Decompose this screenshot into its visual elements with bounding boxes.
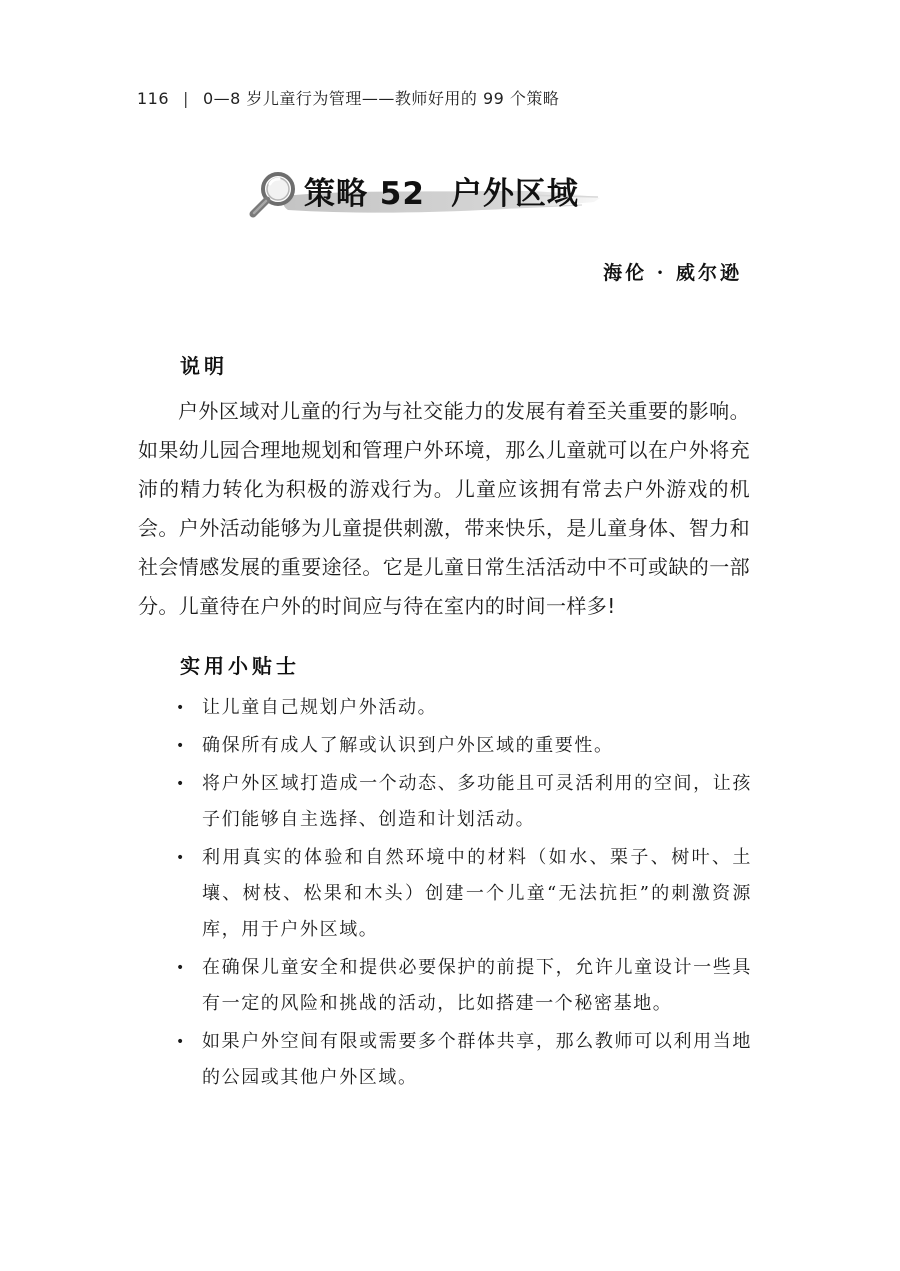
bullet-icon: • [176,776,186,792]
tip-text: 如果户外空间有限或需要多个群体共享，那么教师可以利用当地的公园或其他户外区域。 [202,1031,752,1088]
book-title: 0—8 岁儿童行为管理——教师好用的 99 个策略 [202,89,560,108]
tip-text: 利用真实的体验和自然环境中的材料（如水、栗子、树叶、土壤、树枝、松果和木头）创建一个儿童“无法抗拒”的刺激资源库，用于户外区域。 [202,847,752,940]
list-item [176,1024,752,1096]
list-item [176,766,752,838]
tip-text: 确保所有成人了解或认识到户外区域的重要性。 [202,735,614,756]
list-item [176,690,752,726]
strategy-title-text [304,168,579,213]
bullet-icon: • [176,960,186,976]
tips-list [176,690,752,1098]
bullet-icon: • [176,1034,186,1050]
tip-text: 将户外区域打造成一个动态、多功能且可灵活利用的空间，让孩子们能够自主选择、创造和计划活动。 [202,773,752,830]
strategy-label: 策略 52 [304,176,425,212]
running-header [137,86,559,109]
bullet-icon: • [176,700,186,716]
list-item [176,950,752,1022]
strategy-title [246,164,606,220]
list-item [176,840,752,948]
list-item [176,728,752,764]
magnifier-icon [246,168,300,222]
explanation-paragraph: 户外区域对儿童的行为与社交能力的发展有着至关重要的影响。如果幼儿园合理地规划和管理户外环境，那么儿童就可以在户外将充沛的精力转化为积极的游戏行为。儿童应该拥有常去户外游戏的机会。户外活动能够为儿童提供刺激，带来快乐，是儿童身体、智力和社会情感发展的重要途径。它是儿童日常生活活动中不可或缺的一部分。儿童待在户外的时间应与待在室内的时间一样多! [138,399,750,618]
page-number: 116 [137,89,170,108]
tip-text: 在确保儿童安全和提供必要保护的前提下，允许儿童设计一些具有一定的风险和挑战的活动，比如搭建一个秘密基地。 [202,957,752,1014]
tips-heading: 实用小贴士 [180,654,300,678]
bullet-icon: • [176,850,186,866]
tip-text: 让儿童自己规划户外活动。 [202,697,438,718]
bullet-icon: • [176,738,186,754]
author-name: 海伦 · 威尔逊 [603,262,742,284]
explanation-heading: 说明 [180,354,228,378]
header-separator: | [183,89,189,108]
strategy-name: 户外区域 [450,176,579,212]
